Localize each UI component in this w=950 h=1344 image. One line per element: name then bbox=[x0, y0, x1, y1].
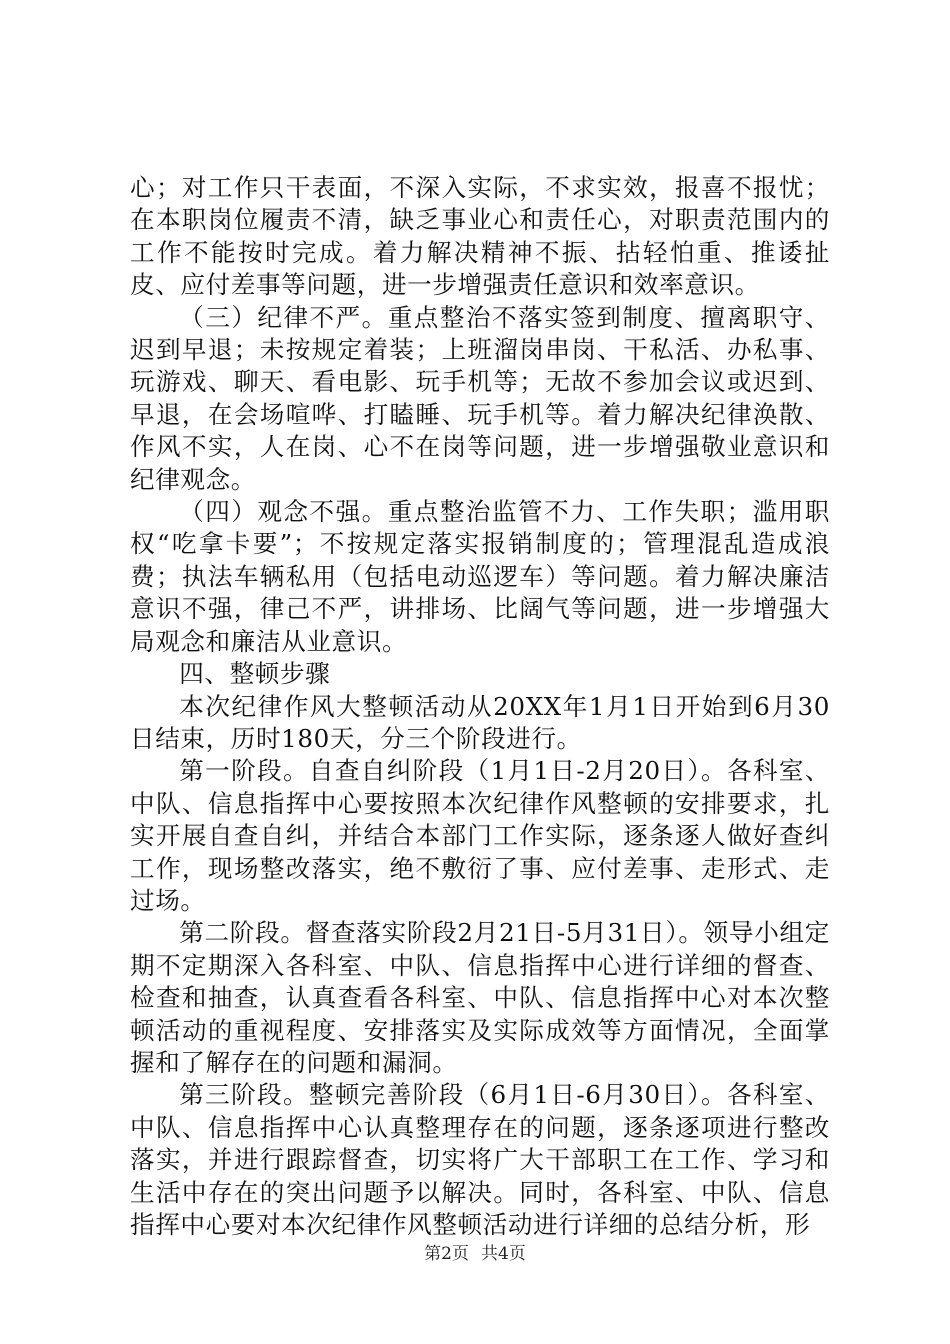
paragraph-schedule: 本次纪律作风大整顿活动从20XX年1月1日开始到6月30日结束，历时180天，分三个阶段进行。 bbox=[130, 691, 830, 753]
page-total: 共4页 bbox=[481, 1244, 526, 1264]
paragraph-discipline: （三）纪律不严。重点整治不落实签到制度、擅离职守、迟到早退；未按规定着装；上班溜岗串岗、干私活、办私事、玩游戏、聊天、看电影、玩手机等；无故不参加会议或迟到、早退，在会场喧哗、打瞌睡、玩手机等。着力解决纪律涣散、作风不实，人在岗、心不在岗等问题，进一步增强敬业意识和纪律观念。 bbox=[130, 302, 830, 494]
document-body bbox=[130, 172, 830, 1241]
paragraph-stage-two: 第二阶段。督查落实阶段2月21日-5月31日）。领导小组定期不定期深入各科室、中队、信息指挥中心进行详细的督查、检查和抽查，认真查看各科室、中队、信息指挥中心对本次整顿活动的重视程度、安排落实及实际成效等方面情况，全面掌握和了解存在的问题和漏洞。 bbox=[130, 918, 830, 1077]
page-footer bbox=[0, 1243, 950, 1265]
page-number: 第2页 bbox=[424, 1244, 469, 1264]
section-heading: 四、整顿步骤 bbox=[179, 659, 331, 689]
paragraph-stage-three: 第三阶段。整顿完善阶段（6月1日-6月30日）。各科室、中队、信息指挥中心认真整理存在的问题，逐条逐项进行整改落实，并进行跟踪督查，切实将广大干部职工在工作、学习和生活中存在的突出问题予以解决。同时，各科室、中队、信息指挥中心要对本次纪律作风整顿活动进行详细的总结分析，形 bbox=[130, 1080, 830, 1239]
paragraph-stage-one: 第一阶段。自查自纠阶段（1月1日-2月20日）。各科室、中队、信息指挥中心要按照本次纪律作风整顿的安排要求，扎实开展自查自纠，并结合本部门工作实际，逐条逐人做好查纠工作，现场整改落实，绝不敷衍了事、应付差事、走形式、走过场。 bbox=[130, 756, 830, 915]
paragraph-continued: 心；对工作只干表面，不深入实际，不求实效，报喜不报忧；在本职岗位履责不清，缺乏事业心和责任心，对职责范围内的工作不能按时完成。着力解决精神不振、拈轻怕重、推诿扯皮、应付差事等问题，进一步增强责任意识和效率意识。 bbox=[130, 173, 830, 300]
paragraph-concept: （四）观念不强。重点整治监管不力、工作失职；滥用职权“吃拿卡要”；不按规定落实报销制度的；管理混乱造成浪费；执法车辆私用（包括电动巡逻车）等问题。着力解决廉洁意识不强，律己不严，讲排场、比阔气等问题，进一步增强大局观念和廉洁从业意识。 bbox=[130, 497, 830, 656]
